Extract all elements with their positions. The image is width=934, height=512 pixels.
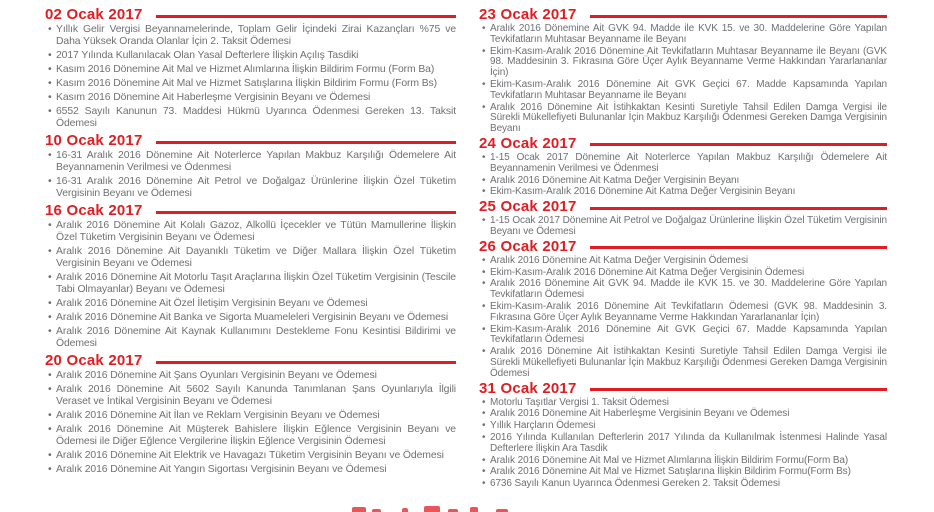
bullet-icon: • bbox=[482, 466, 486, 478]
item-text: Aralık 2016 Dönemine Ait Banka ve Sigorta Muameleleri Vergisinin Beyanı ve Ödemesi bbox=[56, 312, 449, 323]
header-rule bbox=[156, 141, 456, 144]
calendar-item bbox=[48, 424, 456, 448]
bullet-icon: • bbox=[48, 24, 52, 35]
item-text: Kasım 2016 Dönemine Ait Mal ve Hizmet Alımlarına İlişkin Bildirim Formu (Form Ba) bbox=[56, 64, 435, 75]
item-text: Aralık 2016 Dönemine Ait Yangın Sigortası Vergisinin Beyanı ve Ödemesi bbox=[56, 464, 387, 475]
item-text: Aralık 2016 Dönemine Ait Katma Değer Vergisinin Ödemesi bbox=[490, 254, 748, 266]
calendar-item bbox=[482, 467, 887, 478]
date-label: 10 Ocak 2017 bbox=[45, 132, 143, 149]
bullet-icon: • bbox=[482, 278, 486, 290]
item-list bbox=[479, 153, 887, 198]
item-text: Aralık 2016 Dönemine Ait Mal ve Hizmet Alımlarına İlişkin Bildirim Formu(Form Ba) bbox=[490, 454, 849, 466]
header-rule bbox=[590, 246, 887, 249]
bullet-icon: • bbox=[48, 424, 52, 435]
bullet-icon: • bbox=[482, 23, 486, 34]
bullet-icon: • bbox=[482, 323, 486, 335]
bullet-icon: • bbox=[48, 246, 52, 257]
calendar-item bbox=[482, 80, 887, 102]
calendar-item bbox=[482, 103, 887, 135]
calendar-item bbox=[482, 421, 887, 432]
calendar-item bbox=[482, 176, 887, 187]
date-section bbox=[479, 200, 887, 238]
calendar-item bbox=[482, 347, 887, 379]
item-list bbox=[45, 370, 456, 476]
calendar-item bbox=[48, 176, 456, 200]
calendar-item bbox=[48, 246, 456, 270]
bullet-icon: • bbox=[48, 298, 52, 309]
calendar-item bbox=[48, 106, 456, 130]
calendar-item bbox=[482, 479, 887, 490]
bullet-icon: • bbox=[482, 420, 486, 432]
bullet-icon: • bbox=[482, 431, 486, 443]
date-section bbox=[479, 134, 887, 198]
date-header bbox=[479, 237, 887, 255]
bullet-icon: • bbox=[48, 220, 52, 231]
item-text: Aralık 2016 Dönemine Ait Elektrik ve Havagazı Tüketim Vergisinin Beyanı ve Ödemesi bbox=[56, 450, 444, 461]
calendar-item bbox=[482, 302, 887, 324]
date-section bbox=[45, 354, 456, 476]
bullet-icon: • bbox=[482, 174, 486, 186]
item-list bbox=[479, 24, 887, 135]
date-section bbox=[479, 237, 887, 380]
date-header bbox=[45, 354, 456, 368]
bullet-icon: • bbox=[482, 45, 486, 57]
bullet-icon: • bbox=[48, 272, 52, 283]
bullet-icon: • bbox=[48, 464, 52, 475]
date-section bbox=[479, 8, 887, 135]
date-label: 31 Ocak 2017 bbox=[479, 379, 577, 397]
date-label: 25 Ocak 2017 bbox=[479, 198, 577, 216]
calendar-item bbox=[482, 456, 887, 467]
date-section bbox=[45, 134, 456, 200]
bullet-icon: • bbox=[482, 266, 486, 278]
item-text: 16-31 Aralık 2016 Dönemine Ait Noterlerce Yapılan Makbuz Karşılığı Ödemelere Ait Beyannamenin Verilmesi ve Ödenmesi bbox=[56, 150, 456, 173]
header-rule bbox=[590, 207, 887, 210]
date-header bbox=[479, 200, 887, 214]
date-section bbox=[45, 8, 456, 130]
calendar-item bbox=[48, 298, 456, 310]
calendar-item bbox=[482, 153, 887, 175]
item-text: 6552 Sayılı Kanunun 73. Maddesi Hükmü Uyarınca Ödenmesi Gereken 13. Taksit Ödemesi bbox=[56, 106, 456, 129]
header-rule bbox=[156, 15, 456, 18]
calendar-item bbox=[48, 326, 456, 350]
item-list bbox=[479, 256, 887, 380]
date-header bbox=[45, 134, 456, 148]
calendar-item bbox=[48, 92, 456, 104]
header-rule bbox=[590, 15, 887, 18]
calendar-item bbox=[48, 272, 456, 296]
item-text: 1-15 Ocak 2017 Dönemine Ait Petrol ve Doğalgaz Ürünlerine İlişkin Özel Tüketim Vergisinin Beyanı ve Ödemesi bbox=[490, 215, 887, 237]
item-text: 2017 Yılında Kullanılacak Olan Yasal Defterlere İlişkin Açılış Tasdiki bbox=[56, 50, 359, 61]
calendar-item bbox=[48, 450, 456, 462]
item-text: Aralık 2016 Dönemine Ait İlan ve Reklam Vergisinin Beyanı ve Ödemesi bbox=[56, 410, 380, 421]
item-text: Aralık 2016 Dönemine Ait 5602 Sayılı Kanunda Tanımlanan Şans Oyunlarıyla İlgili Veraset ve İntikal Vergisinin Beyanı ve Ödemesi bbox=[56, 384, 456, 407]
item-text: Aralık 2016 Dönemine Ait Kaynak Kullanımını Destekleme Fonu Kesintisi Bildirimi ve Ödemesi bbox=[56, 326, 456, 349]
bullet-icon: • bbox=[48, 50, 52, 61]
item-text: Kasım 2016 Dönemine Ait Haberleşme Vergisinin Beyanı ve Ödemesi bbox=[56, 92, 371, 103]
date-label: 20 Ocak 2017 bbox=[45, 352, 143, 369]
date-header bbox=[479, 379, 887, 397]
item-text: Ekim-Kasım-Aralık 2016 Dönemine Ait Katma Değer Vergisinin Ödemesi bbox=[490, 266, 805, 278]
date-label: 23 Ocak 2017 bbox=[479, 6, 577, 23]
item-list bbox=[45, 220, 456, 350]
bullet-icon: • bbox=[48, 450, 52, 461]
item-text: Yıllık Harçların Ödemesi bbox=[490, 420, 596, 432]
bullet-icon: • bbox=[48, 410, 52, 421]
item-text: Aralık 2016 Dönemine Ait Dayanıklı Tüketim ve Diğer Mallara İlişkin Özel Tüketim Vergisinin Beyanı ve Ödemesi bbox=[56, 246, 456, 269]
bullet-icon: • bbox=[48, 370, 52, 381]
date-header bbox=[479, 134, 887, 152]
header-rule bbox=[590, 143, 887, 146]
bullet-icon: • bbox=[48, 150, 52, 161]
calendar-item bbox=[48, 64, 456, 76]
bullet-icon: • bbox=[482, 300, 486, 312]
bullet-icon: • bbox=[48, 384, 52, 395]
item-text: Aralık 2016 Dönemine Ait İstihkaktan Kesinti Suretiyle Tahsil Edilen Damga Vergisi ile Sürekli Mükellefiyeti Bulunanlar İçin Makbuz Karşılığı Ödenmesi Gereken Damga Vergisinin Ödemesi bbox=[490, 346, 887, 379]
calendar-item bbox=[482, 216, 887, 238]
calendar-item bbox=[482, 24, 887, 46]
bullet-icon: • bbox=[48, 78, 52, 89]
bullet-icon: • bbox=[482, 454, 486, 466]
bullet-icon: • bbox=[482, 478, 486, 490]
bullet-icon: • bbox=[482, 186, 486, 198]
date-label: 16 Ocak 2017 bbox=[45, 202, 143, 219]
calendar-item bbox=[48, 150, 456, 174]
calendar-item bbox=[482, 398, 887, 409]
right-column bbox=[479, 8, 887, 492]
bullet-icon: • bbox=[48, 106, 52, 117]
item-text: Ekim-Kasım-Aralık 2016 Dönemine Ait Katma Değer Vergisinin Beyanı bbox=[490, 186, 796, 198]
item-text: 6736 Sayılı Kanun Uyarınca Ödenmesi Gereken 2. Taksit Ödemesi bbox=[490, 478, 780, 490]
item-text: Aralık 2016 Dönemine Ait Müşterek Bahislere İlişkin Eğlence Vergisinin Beyanı ve Ödemesi ile Diğer Eğlence Vergilerine İlişkin Eğlence Vergisinin Ödemesi bbox=[56, 424, 456, 447]
item-text: Aralık 2016 Dönemine Ait Kolalı Gazoz, Alkollü İçecekler ve Tütün Mamullerine İlişkin Özel Tüketim Vergisinin Beyanı ve Ödemesi bbox=[56, 220, 456, 243]
header-rule bbox=[156, 211, 456, 214]
bullet-icon: • bbox=[482, 408, 486, 420]
bullet-icon: • bbox=[48, 312, 52, 323]
calendar-item bbox=[482, 325, 887, 347]
bullet-icon: • bbox=[482, 151, 486, 163]
calendar-item bbox=[48, 220, 456, 244]
calendar-item bbox=[48, 312, 456, 324]
calendar-item bbox=[482, 433, 887, 455]
header-rule bbox=[156, 361, 456, 364]
item-list bbox=[479, 216, 887, 238]
bullet-icon: • bbox=[48, 64, 52, 75]
bullet-icon: • bbox=[482, 346, 486, 358]
calendar-item bbox=[482, 279, 887, 301]
bullet-icon: • bbox=[482, 396, 486, 408]
item-text: Aralık 2016 Dönemine Ait İstihkaktan Kesinti Suretiyle Tahsil Edilen Damga Vergisi ile Sürekli Mükellefiyeti Bulunanlar İçin Makbuz Karşılığı Ödenmesi Gereken Damga Vergisinin Beyanı bbox=[490, 101, 887, 135]
item-text: Aralık 2016 Dönemine Ait Katma Değer Vergisinin Beyanı bbox=[490, 174, 740, 186]
calendar-item bbox=[48, 410, 456, 422]
calendar-item bbox=[482, 47, 887, 79]
item-text: Motorlu Taşıtlar Vergisi 1. Taksit Ödemesi bbox=[490, 396, 669, 408]
item-text: Aralık 2016 Dönemine Ait Haberleşme Vergisinin Beyanı ve Ödemesi bbox=[490, 408, 790, 420]
calendar-item bbox=[48, 370, 456, 382]
bullet-icon: • bbox=[48, 176, 52, 187]
bullet-icon: • bbox=[48, 326, 52, 337]
calendar-item bbox=[48, 50, 456, 62]
calendar-item bbox=[482, 268, 887, 279]
item-text: Ekim-Kasım-Aralık 2016 Dönemine Ait Tevkifatların Ödemesi (GVK 98. Maddesinin 3. Fıkrasına Göre Üçer Aylık Beyanname Verme Hakkından Yararlananlar İçin) bbox=[490, 300, 887, 323]
item-text: Aralık 2016 Dönemine Ait GVK 94. Madde ile KVK 15. ve 30. Maddelerine Göre Yapılan Tevkifatların Ödemesi bbox=[490, 278, 887, 301]
item-text: 16-31 Aralık 2016 Dönemine Ait Petrol ve Doğalgaz Ürünlerine İlişkin Özel Tüketim Vergisinin Beyanı ve Ödemesi bbox=[56, 176, 456, 199]
date-header bbox=[45, 204, 456, 218]
left-column bbox=[45, 8, 456, 480]
bullet-icon: • bbox=[48, 92, 52, 103]
item-list bbox=[479, 398, 887, 490]
item-text: 1-15 Ocak 2017 Dönemine Ait Noterlerce Yapılan Makbuz Karşılığı Ödemelere Ait Beyannamenin Verilmesi ve Ödenmesi bbox=[490, 151, 887, 174]
date-section bbox=[45, 204, 456, 350]
item-text: Ekim-Kasım-Aralık 2016 Dönemine Ait GVK Geçici 67. Madde Kapsamında Yapılan Tevkifatların Muhtasar Beyanname ile Beyanı bbox=[490, 78, 887, 101]
item-text: Yıllık Gelir Vergisi Beyannamelerinde, Toplam Gelir İçindeki Zirai Kazançları %75 ve Daha Yüksek Oranda Olanlar İçin 2. Taksit Ödemesi bbox=[56, 24, 456, 47]
calendar-item bbox=[482, 187, 887, 198]
item-text: Aralık 2016 Dönemine Ait Şans Oyunları Vergisinin Beyanı ve Ödemesi bbox=[56, 370, 377, 381]
item-text: Ekim-Kasım-Aralık 2016 Dönemine Ait Tevkifatların Muhtasar Beyanname ile Beyanı (GVK 98. Maddesinin 3. Fıkrasına Göre Üçer Aylık Beyanname Verme Hakkından Yararlananlar İçin) bbox=[490, 45, 887, 79]
bullet-icon: • bbox=[482, 215, 486, 227]
date-label: 26 Ocak 2017 bbox=[479, 237, 577, 255]
calendar-item bbox=[48, 24, 456, 48]
item-text: Ekim-Kasım-Aralık 2016 Dönemine Ait GVK Geçici 67. Madde Kapsamında Yapılan Tevkifatların Ödemesi bbox=[490, 323, 887, 346]
calendar-item bbox=[48, 464, 456, 476]
header-rule bbox=[590, 388, 887, 391]
bullet-icon: • bbox=[482, 101, 486, 113]
calendar-item bbox=[48, 384, 456, 408]
item-text: Aralık 2016 Dönemine Ait GVK 94. Madde ile KVK 15. ve 30. Maddelerine Göre Yapılan Tevkifatların Muhtasar Beyanname ile Beyanı bbox=[490, 23, 887, 45]
item-list bbox=[45, 150, 456, 200]
calendar-item bbox=[482, 256, 887, 267]
bullet-icon: • bbox=[482, 78, 486, 90]
date-header bbox=[45, 8, 456, 22]
item-text: Aralık 2016 Dönemine Ait Motorlu Taşıt Araçlarına İlişkin Özel Tüketim Vergisinin (Tescile Tabi Olmayanlar) Beyanı ve Ödemesi bbox=[56, 272, 456, 295]
item-text: 2016 Yılında Kullanılan Defterlerin 2017 Yılında da Kullanılmak İstenmesi Halinde Yasal Defterlere İlişkin Ara Tasdik bbox=[490, 431, 887, 454]
calendar-item bbox=[48, 78, 456, 90]
item-text: Aralık 2016 Dönemine Ait Mal ve Hizmet Satışlarına İlişkin Bildirim Formu(Form Bs) bbox=[490, 466, 851, 478]
date-label: 02 Ocak 2017 bbox=[45, 6, 143, 23]
item-text: Kasım 2016 Dönemine Ait Mal ve Hizmet Satışlarına İlişkin Bildirim Formu (Form Bs) bbox=[56, 78, 437, 89]
date-header bbox=[479, 8, 887, 22]
calendar-item bbox=[482, 409, 887, 420]
bullet-icon: • bbox=[482, 254, 486, 266]
item-list bbox=[45, 24, 456, 130]
item-text: Aralık 2016 Dönemine Ait Özel İletişim Vergisinin Beyanı ve Ödemesi bbox=[56, 298, 368, 309]
date-label: 24 Ocak 2017 bbox=[479, 134, 577, 152]
date-section bbox=[479, 379, 887, 490]
